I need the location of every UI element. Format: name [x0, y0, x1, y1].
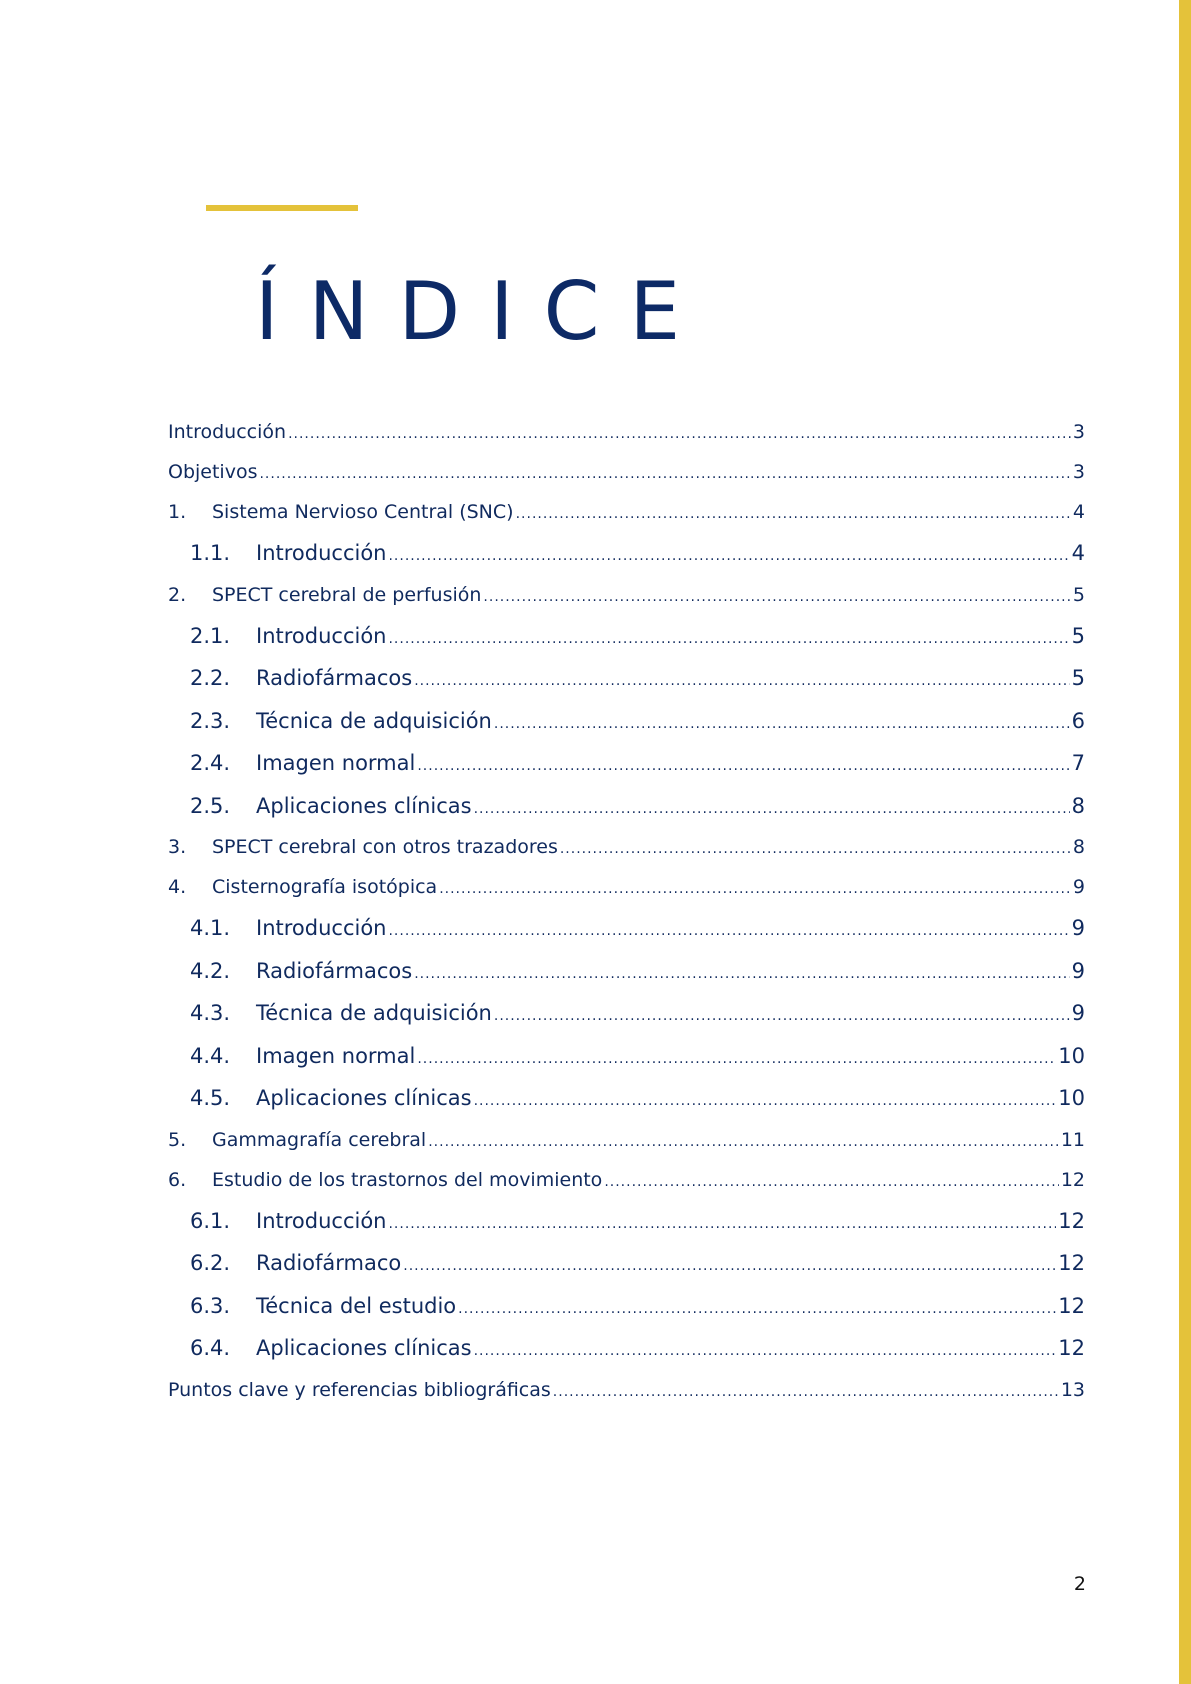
toc-subentry[interactable] [168, 794, 1085, 837]
toc-entry-label: Introducción [256, 623, 387, 648]
toc-entry-page: 9 [1071, 1001, 1085, 1025]
toc-subentry[interactable] [168, 1294, 1085, 1337]
toc-entry-page: 7 [1071, 751, 1085, 775]
toc-entry-label: Técnica de adquisición [256, 1001, 492, 1025]
toc-leader-dots [560, 841, 1071, 857]
toc-entry-number: 2. [168, 583, 187, 606]
toc-entry-page: 5 [1071, 623, 1085, 648]
toc-leader-dots [417, 1051, 1056, 1067]
toc-entry-label: Estudio de los trastornos del movimiento [212, 1168, 603, 1191]
toc-subentry[interactable] [168, 624, 1085, 667]
toc-entry-number: 4. [168, 876, 187, 898]
toc-entry-page: 5 [1072, 583, 1085, 606]
toc-entry-label: Cisternografía isotópica [212, 876, 438, 898]
toc-leader-dots [388, 923, 1069, 939]
toc-entry-number: 4.1. [190, 916, 231, 940]
toc-entry-page: 11 [1060, 1128, 1085, 1151]
toc-entry-page: 12 [1058, 1208, 1085, 1233]
toc-entry-label: Radiofármacos [256, 666, 413, 690]
toc-entry-label: Imagen normal [256, 751, 416, 775]
toc-subentry[interactable] [168, 1086, 1085, 1129]
title-accent-rule [206, 205, 358, 211]
toc-leader-dots [474, 1343, 1057, 1359]
toc-leader-dots [428, 1134, 1059, 1150]
toc-subentry[interactable] [168, 541, 1085, 584]
toc-leader-dots [494, 1008, 1070, 1024]
toc-entry-label: Técnica de adquisición [256, 708, 492, 733]
toc-entry-page: 8 [1072, 836, 1085, 858]
toc-leader-dots [403, 1258, 1056, 1274]
toc-entry-number: 4.2. [190, 958, 231, 983]
toc-entry-number: 6.2. [190, 1251, 231, 1275]
toc-leader-dots [388, 1216, 1056, 1232]
toc-leader-dots [474, 1093, 1057, 1109]
toc-entry[interactable] [168, 501, 1085, 541]
toc-entry-label: Introducción [168, 421, 287, 443]
toc-subentry[interactable] [168, 916, 1085, 959]
toc-entry-label: Aplicaciones clínicas [256, 793, 472, 818]
side-accent-bar [1179, 0, 1191, 1684]
toc-subentry[interactable] [168, 666, 1085, 709]
toc-leader-dots [604, 1174, 1059, 1190]
toc-entry-page: 12 [1058, 1293, 1085, 1318]
toc-entry-page: 9 [1071, 916, 1085, 940]
toc-entry-page: 6 [1071, 708, 1085, 733]
toc-entry[interactable] [168, 836, 1085, 876]
toc-entry-page: 8 [1071, 793, 1085, 818]
toc-entry-label: SPECT cerebral con otros trazadores [212, 836, 558, 858]
toc-entry-page: 12 [1058, 1336, 1085, 1360]
toc-leader-dots [474, 801, 1070, 817]
toc-entry-number: 4.3. [190, 1001, 231, 1025]
toc-entry-label: Radiofármaco [256, 1251, 402, 1275]
toc-entry-label: Puntos clave y referencias bibliográficas [168, 1378, 551, 1401]
toc-entry-page: 13 [1060, 1378, 1085, 1401]
toc-entry-label: Aplicaciones clínicas [256, 1086, 472, 1110]
toc-entry-label: Introducción [256, 541, 387, 565]
toc-leader-dots [439, 881, 1071, 897]
toc-entry-number: 4.5. [190, 1086, 231, 1110]
toc-entry-label: Aplicaciones clínicas [256, 1336, 472, 1360]
toc-leader-dots [516, 506, 1071, 522]
toc-entry-page: 5 [1071, 666, 1085, 690]
toc-entry-number: 6.3. [190, 1293, 231, 1318]
toc-entry-number: 6. [168, 1168, 187, 1191]
toc-leader-dots [288, 426, 1071, 442]
toc-leader-dots [494, 716, 1070, 732]
toc-leader-dots [553, 1384, 1059, 1400]
toc-leader-dots [483, 589, 1070, 605]
toc-entry-label: Técnica del estudio [256, 1293, 457, 1318]
toc-subentry[interactable] [168, 1336, 1085, 1379]
toc-entry-label: Introducción [256, 916, 387, 940]
toc-entry-label: Introducción [256, 1208, 387, 1233]
page-title: ÍNDICE [255, 265, 711, 358]
table-of-contents [168, 421, 1085, 1419]
toc-entry-page: 10 [1058, 1043, 1085, 1068]
toc-entry-number: 1.1. [190, 541, 231, 565]
toc-entry-number: 1. [168, 501, 187, 523]
toc-entry-page: 3 [1072, 421, 1085, 443]
toc-entry-label: Radiofármacos [256, 958, 413, 983]
toc-subentry[interactable] [168, 1209, 1085, 1252]
toc-entry-label: SPECT cerebral de perfusión [212, 583, 482, 606]
toc-entry-page: 9 [1071, 958, 1085, 983]
toc-entry-label: Imagen normal [256, 1043, 416, 1068]
toc-leader-dots [414, 966, 1069, 982]
toc-subentry[interactable] [168, 1001, 1085, 1044]
toc-entry-number: 2.4. [190, 751, 231, 775]
toc-subentry[interactable] [168, 751, 1085, 794]
toc-entry-number: 4.4. [190, 1043, 231, 1068]
toc-leader-dots [414, 673, 1069, 689]
toc-leader-dots [388, 631, 1069, 647]
toc-leader-dots [417, 758, 1069, 774]
toc-entry[interactable] [168, 1169, 1085, 1209]
toc-entry-number: 5. [168, 1128, 187, 1151]
toc-entry-page: 12 [1060, 1168, 1085, 1191]
toc-entry[interactable] [168, 461, 1085, 501]
toc-leader-dots [259, 466, 1070, 482]
toc-subentry[interactable] [168, 1251, 1085, 1294]
toc-entry-page: 12 [1058, 1251, 1085, 1275]
toc-entry-number: 3. [168, 836, 187, 858]
toc-leader-dots [388, 548, 1069, 564]
toc-entry-page: 10 [1058, 1086, 1085, 1110]
toc-entry-number: 2.5. [190, 793, 231, 818]
toc-subentry[interactable] [168, 959, 1085, 1002]
toc-entry-number: 2.2. [190, 666, 231, 690]
toc-entry-number: 2.3. [190, 708, 231, 733]
toc-entry-number: 2.1. [190, 623, 231, 648]
toc-subentry[interactable] [168, 1044, 1085, 1087]
toc-entry-page: 9 [1072, 876, 1085, 898]
toc-entry[interactable] [168, 584, 1085, 624]
toc-entry-number: 6.4. [190, 1336, 231, 1360]
toc-subentry[interactable] [168, 709, 1085, 752]
toc-entry-label: Sistema Nervioso Central (SNC) [212, 501, 514, 523]
toc-entry-page: 4 [1071, 541, 1085, 565]
toc-entry[interactable] [168, 876, 1085, 916]
toc-entry-page: 4 [1072, 501, 1085, 523]
toc-entry-label: Objetivos [168, 461, 258, 483]
toc-entry[interactable] [168, 1129, 1085, 1169]
page-number: 2 [1073, 1573, 1086, 1595]
toc-entry[interactable] [168, 1379, 1085, 1419]
toc-entry-number: 6.1. [190, 1208, 231, 1233]
toc-entry-page: 3 [1072, 461, 1085, 483]
toc-entry-label: Gammagrafía cerebral [212, 1128, 427, 1151]
toc-entry[interactable] [168, 421, 1085, 461]
toc-leader-dots [458, 1301, 1056, 1317]
